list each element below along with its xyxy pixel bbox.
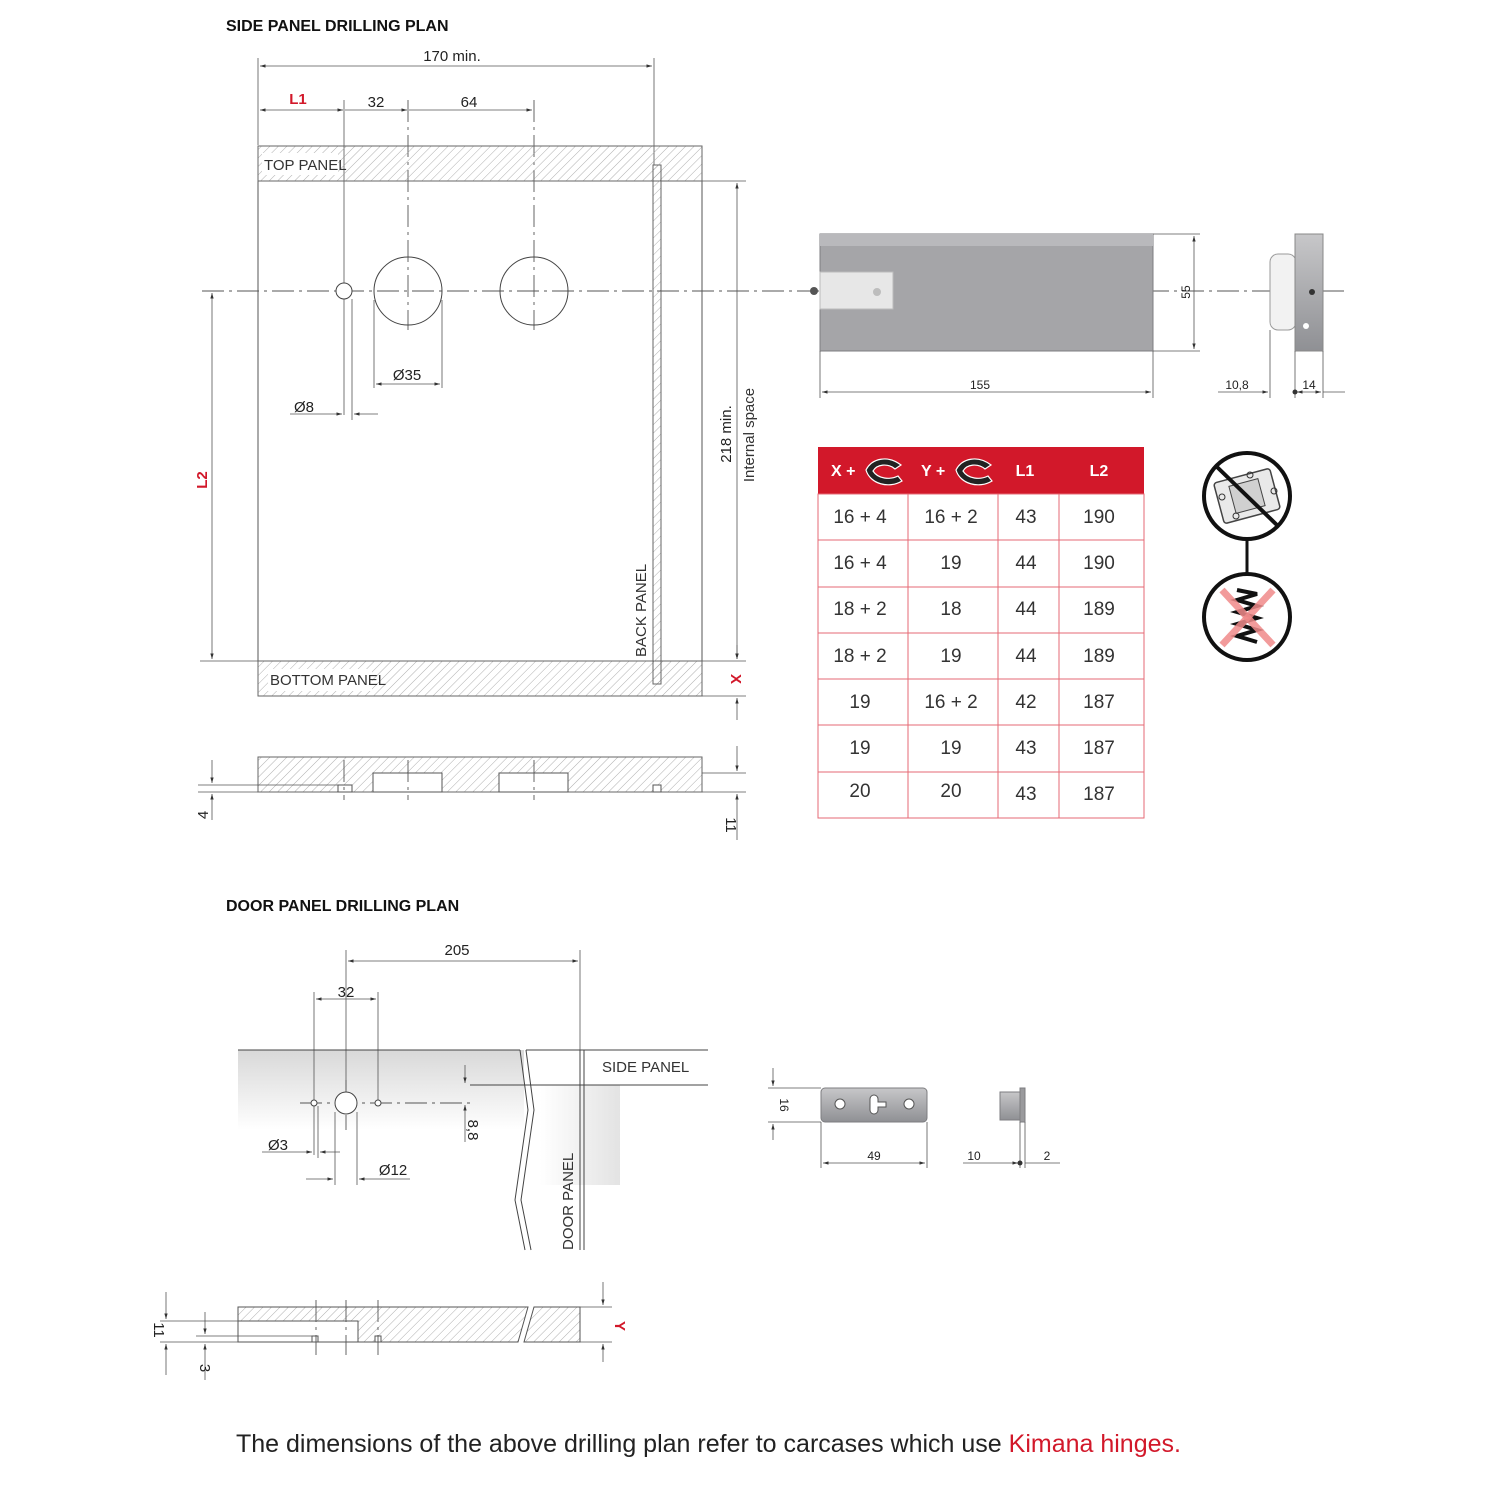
table-row (833, 553, 1115, 574)
dim-dia12-label: Ø12 (378, 1162, 408, 1179)
table-cell: 19 (940, 646, 962, 667)
dim-11-door-label: 11 (150, 1322, 167, 1338)
dim-dia8-label: Ø8 (293, 399, 315, 416)
dim-2-label: 2 (1043, 1149, 1051, 1163)
th-y: Y + (921, 463, 946, 480)
hinge-body-side (1295, 234, 1323, 351)
catch-plate-hole (835, 1099, 845, 1109)
dim-dia3-label: Ø3 (267, 1137, 289, 1154)
back-panel (653, 165, 661, 684)
table-cell: 43 (1015, 507, 1037, 528)
section-bore-35-second (499, 773, 568, 792)
table-cell: 44 (1015, 553, 1037, 574)
dim-dot (1293, 390, 1298, 395)
dim-218-label: 218 min. (718, 405, 735, 463)
table-cell: 19 (849, 738, 871, 759)
door-panel-label: DOOR PANEL (560, 1152, 577, 1250)
dim-55-label: 55 (1179, 285, 1193, 299)
dim-11-label: 11 (722, 817, 739, 833)
footnote (236, 1430, 1181, 1459)
hole-12 (335, 1092, 357, 1114)
table-cell: 187 (1083, 738, 1115, 759)
section-groove (653, 785, 661, 792)
section-cup (238, 1321, 358, 1342)
footnote-text: The dimensions of the above drilling plan refer to carcases which use (236, 1430, 1009, 1458)
table-row (849, 738, 1114, 759)
th-l2: L2 (1089, 463, 1109, 480)
table-cell: 44 (1015, 599, 1037, 620)
hole-8 (336, 283, 352, 299)
table-cell: 16 + 2 (924, 692, 978, 713)
section-bore-8 (338, 785, 352, 792)
bottom-panel-label: BOTTOM PANEL (270, 672, 387, 689)
side-panel-label: SIDE PANEL (602, 1059, 690, 1076)
door-shadow (238, 1050, 524, 1130)
dim-49-label: 49 (867, 1149, 881, 1163)
dim-32-door-label: 32 (337, 984, 355, 1001)
dim-205-label: 205 (444, 942, 470, 959)
hinge-plate-highlight (820, 234, 1153, 246)
back-panel-label: BACK PANEL (633, 563, 650, 657)
table-cell: 16 + 4 (833, 553, 887, 574)
dim-32-label: 32 (367, 94, 385, 111)
dim-3-door-label: 3 (196, 1363, 213, 1373)
th-l1: L1 (1015, 463, 1035, 480)
internal-space-label: Internal space (741, 387, 758, 483)
dim-14-label: 14 (1302, 378, 1316, 392)
table-cell: 20 (940, 781, 962, 802)
table-cell: 189 (1083, 646, 1115, 667)
table-cell: 189 (1083, 599, 1115, 620)
hinge-plate-hole (873, 288, 881, 296)
hinge-plate-slot (820, 272, 893, 309)
table-row (833, 507, 1115, 528)
hole-3 (311, 1100, 317, 1106)
table-cell: 19 (940, 738, 962, 759)
top-panel-label: TOP PANEL (264, 157, 347, 174)
dim-x-label: X (727, 673, 744, 685)
side-section (258, 757, 702, 792)
dim-155-label: 155 (969, 378, 991, 392)
table-cell: 16 + 2 (924, 507, 978, 528)
table-cell: 18 (940, 599, 962, 620)
table-cell: 43 (1015, 738, 1037, 759)
table-cell: 20 (849, 781, 871, 802)
table-row (849, 692, 1114, 713)
table-cell: 187 (1083, 784, 1115, 805)
catch-side (1000, 1092, 1020, 1120)
dim-10-8-label: 10,8 (1225, 378, 1249, 392)
hinge-side-hole (1303, 323, 1309, 329)
table-cell: 190 (1083, 507, 1115, 528)
dim-l2-label: L2 (194, 471, 211, 489)
side-plan-title: SIDE PANEL DRILLING PLAN (226, 18, 449, 35)
dim-16-label: 16 (777, 1098, 791, 1112)
table-cell: 19 (940, 553, 962, 574)
table-cell: 19 (849, 692, 871, 713)
dim-4-label: 4 (195, 810, 212, 820)
dim-10-label: 10 (967, 1149, 981, 1163)
hinge-plate-pivot (810, 287, 818, 295)
table-row (833, 599, 1115, 620)
catch-side-flange (1020, 1088, 1025, 1122)
dimension-table (818, 447, 1144, 818)
table-cell: 187 (1083, 692, 1115, 713)
door-section-edge (524, 1307, 580, 1342)
table-cell: 18 + 2 (833, 646, 887, 667)
hinge-cup-side (1270, 254, 1296, 330)
dim-dot (1018, 1161, 1023, 1166)
no-spring-icon (1204, 574, 1290, 660)
dim-l1-label: L1 (289, 91, 307, 108)
no-hinge-plate-icon (1204, 453, 1290, 539)
table-row (833, 646, 1115, 667)
table-row (849, 781, 1114, 805)
table-cell: 18 + 2 (833, 599, 887, 620)
dim-y-label: Y (611, 1320, 628, 1332)
hole-3-second (375, 1100, 381, 1106)
dim-8-8-label: 8,8 (464, 1119, 481, 1141)
section-bore-35 (373, 773, 442, 792)
table-cell: 44 (1015, 646, 1037, 667)
table-cell: 42 (1015, 692, 1037, 713)
door-plan-title: DOOR PANEL DRILLING PLAN (226, 898, 460, 915)
dim-dia35-label: Ø35 (392, 367, 422, 384)
footnote-highlight: Kimana hinges. (1008, 1430, 1181, 1458)
table-cell: 16 + 4 (833, 507, 887, 528)
dim-64-label: 64 (460, 94, 478, 111)
catch-plate-hole-second (904, 1099, 914, 1109)
hinge-side-pin (1309, 289, 1315, 295)
table-cell: 43 (1015, 784, 1037, 805)
th-x: X + (831, 463, 856, 480)
table-cell: 190 (1083, 553, 1115, 574)
section-bore-3 (312, 1336, 318, 1342)
dim-170-label: 170 min. (423, 48, 481, 65)
